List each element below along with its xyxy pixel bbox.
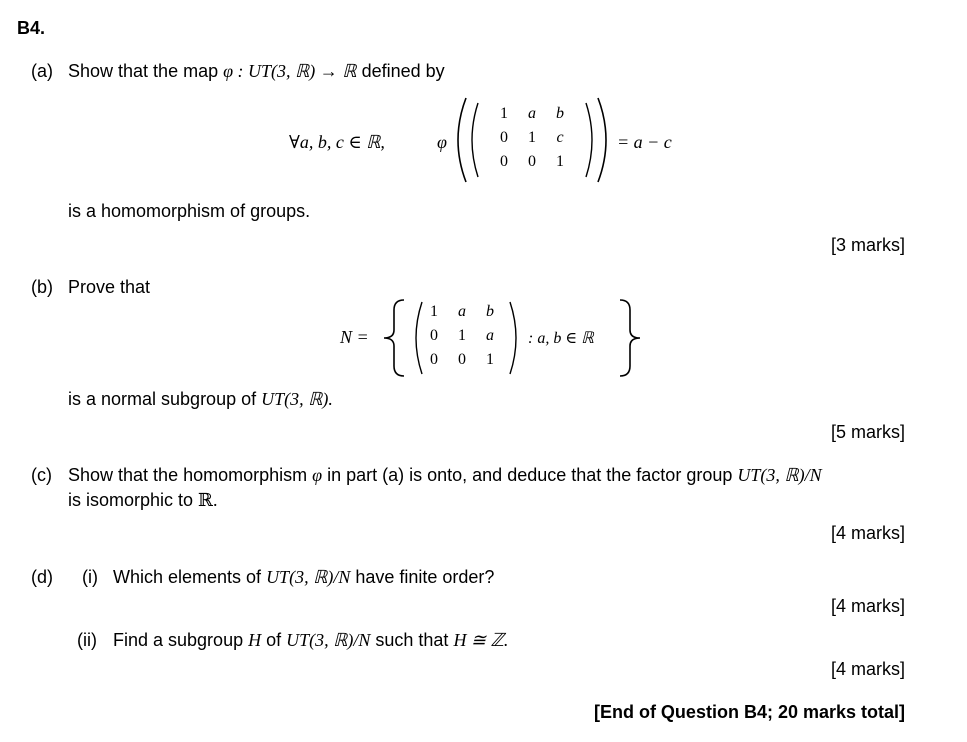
part-c-text-a: Show that the homomorphism xyxy=(68,465,313,485)
part-c-phi: φ xyxy=(312,465,323,485)
matrix-b-cell: 1 xyxy=(458,327,466,344)
part-d-i-label: (i) xyxy=(82,567,98,587)
part-b-conclusion-text: is a normal subgroup of xyxy=(68,389,262,409)
part-a-map-signature: φ : UT(3, ℝ) → ℝ xyxy=(223,61,357,81)
part-d-ii-iso: H ≅ ℤ. xyxy=(453,630,509,650)
part-a-statement xyxy=(68,60,445,82)
part-c-marks: [4 marks] xyxy=(830,523,905,543)
question-number: B4. xyxy=(17,18,46,38)
part-d-ii-text xyxy=(113,629,508,651)
part-c-label: (c) xyxy=(31,465,52,485)
part-b-braces xyxy=(382,298,642,378)
part-d-ii-label: (ii) xyxy=(77,630,97,650)
part-d-label: (d) xyxy=(31,567,53,587)
part-c-text-c: is isomorphic to xyxy=(68,490,199,510)
matrix-a-cell: 0 xyxy=(500,129,508,146)
part-d-i-text-b: have finite order? xyxy=(350,567,495,587)
matrix-b-cell: 0 xyxy=(430,351,438,368)
part-b-marks: [5 marks] xyxy=(830,422,905,442)
left-paren xyxy=(416,302,422,374)
part-c-line2 xyxy=(68,489,218,511)
part-b-matrix xyxy=(423,303,503,375)
part-d-ii-math: UT(3, ℝ)/N xyxy=(286,630,371,650)
matrix-b-cell: 1 xyxy=(430,303,438,320)
matrix-b-cell: 1 xyxy=(486,351,494,368)
outer-right-paren xyxy=(598,98,606,182)
part-a-text-prefix: Show that the map xyxy=(68,61,224,81)
matrix-b-cell: b xyxy=(486,303,494,320)
part-d-i-marks: [4 marks] xyxy=(830,596,905,616)
part-a-matrix xyxy=(493,105,573,177)
part-b-label: (b) xyxy=(31,277,53,297)
matrix-b-cell: 0 xyxy=(458,351,466,368)
end-of-question: [End of Question B4; 20 marks total] xyxy=(593,702,905,722)
inner-left-paren xyxy=(472,103,478,177)
inner-right-paren xyxy=(586,103,592,177)
part-a-rhs: = a − c xyxy=(617,132,672,152)
part-a-conclusion: is a homomorphism of groups. xyxy=(68,201,311,221)
part-d-i-text-a: Which elements of xyxy=(113,567,267,587)
part-b-conclusion-math: UT(3, ℝ). xyxy=(261,389,333,409)
matrix-a-cell: a xyxy=(528,105,536,122)
part-a-text-suffix: defined by xyxy=(356,61,445,81)
matrix-b-cell: a xyxy=(458,303,466,320)
right-paren xyxy=(510,302,516,374)
part-d-ii-text-b: of xyxy=(261,630,287,650)
part-d-ii-marks: [4 marks] xyxy=(830,659,905,679)
part-d-ii-h: H xyxy=(248,630,262,650)
right-brace xyxy=(620,300,640,376)
part-c-text-b: in part (a) is onto, and deduce that the factor group xyxy=(322,465,738,485)
part-a-label: (a) xyxy=(31,61,53,81)
matrix-a-cell: 0 xyxy=(528,153,536,170)
outer-left-paren xyxy=(458,98,466,182)
part-d-i-math: UT(3, ℝ)/N xyxy=(266,567,351,587)
part-a-marks: [3 marks] xyxy=(830,235,905,255)
part-b-text: Prove that xyxy=(68,277,151,297)
part-d-ii-text-a: Find a subgroup xyxy=(113,630,249,650)
part-d-ii-text-c: such that xyxy=(370,630,454,650)
part-b-condition: : a, b ∈ ℝ xyxy=(528,330,594,347)
matrix-a-cell: b xyxy=(556,105,564,122)
part-d-i-text xyxy=(113,566,494,588)
left-brace xyxy=(384,300,404,376)
matrix-a-cell: 1 xyxy=(528,129,536,146)
part-b-conclusion xyxy=(68,388,333,410)
matrix-b-cell: a xyxy=(486,327,494,344)
part-a-forall: ∀a, b, c ∈ ℝ, xyxy=(289,132,385,152)
part-c-line1 xyxy=(68,464,822,486)
matrix-a-cell: 1 xyxy=(556,153,564,170)
matrix-a-cell: c xyxy=(556,129,564,146)
matrix-b-cell: 0 xyxy=(430,327,438,344)
part-b-n-eq: N = xyxy=(340,327,369,347)
part-c-factor-group: UT(3, ℝ)/N xyxy=(737,465,822,485)
matrix-a-cell: 0 xyxy=(500,153,508,170)
part-c-reals: ℝ. xyxy=(198,490,218,510)
part-a-phi: φ xyxy=(437,132,447,152)
matrix-a-cell: 1 xyxy=(500,105,508,122)
